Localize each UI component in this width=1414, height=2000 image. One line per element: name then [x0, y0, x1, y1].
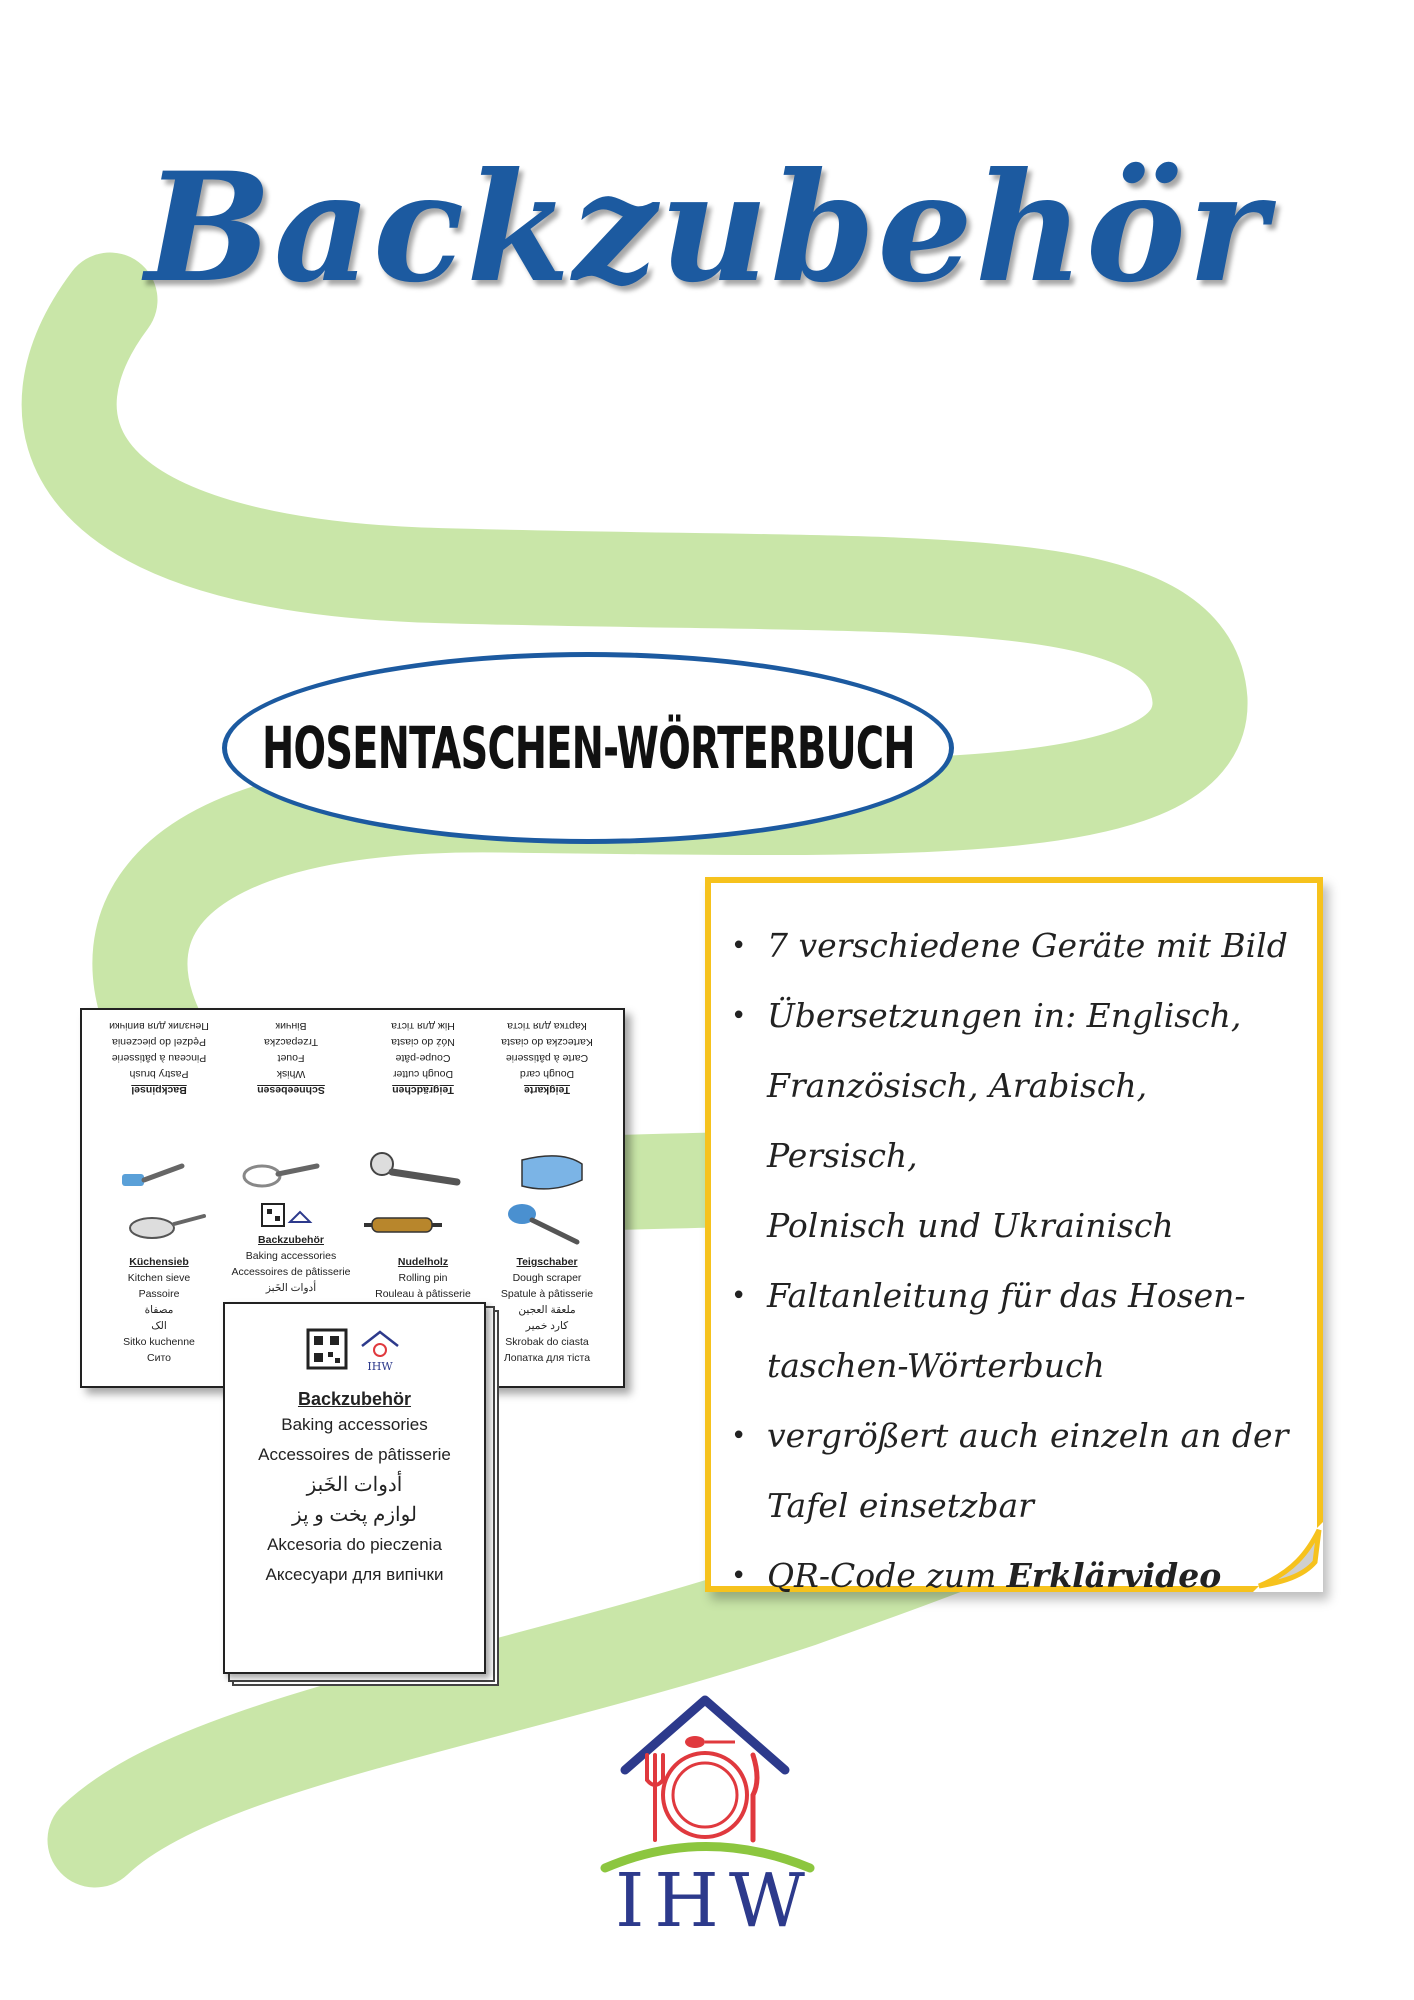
sheet-entry [226, 1018, 356, 1098]
entry-line: Пензлик для випічки [109, 1020, 209, 1032]
dough-cutter-icon [371, 1153, 457, 1182]
ihw-logo-icon [585, 1690, 835, 1880]
sieve-icon [130, 1216, 204, 1238]
entry-heading: Teigschaber [516, 1256, 578, 1268]
entry-line: ملعقة العجين [518, 1304, 576, 1316]
card-line: Baking accessories [281, 1415, 428, 1434]
entry-line: Whisk [276, 1068, 306, 1080]
entry-line: Baking accessories [245, 1250, 337, 1262]
card-line: Accessoires de pâtisserie [258, 1445, 451, 1464]
entry-line: Dough scraper [512, 1272, 582, 1284]
entry-line: Accessoires de pâtisserie [231, 1266, 351, 1278]
entry-line: Kitchen sieve [127, 1272, 191, 1284]
feature-line: Tafel einsetzbar [767, 1486, 1034, 1525]
dough-card-icon [522, 1156, 582, 1189]
feature-note [705, 877, 1323, 1595]
card-line: لوازم پخت و پز [291, 1504, 418, 1526]
feature-line: • 7 verschiedene Geräte mit Bild [767, 926, 1288, 965]
entry-line: Rolling pin [398, 1272, 448, 1284]
rolling-pin-icon [364, 1218, 442, 1232]
entry-line: Лопатка для тіста [503, 1352, 591, 1364]
page-curl-icon [1253, 1522, 1323, 1592]
entry-line: Pastry brush [129, 1068, 189, 1080]
subtitle-oval [222, 652, 954, 844]
entry-line: Skrobak do ciasta [505, 1336, 589, 1348]
whisk-icon [244, 1166, 317, 1186]
entry-heading: Teigkarte [524, 1084, 570, 1096]
entry-line: Spatule à pâtisserie [500, 1288, 594, 1300]
sheet-entry [358, 1018, 488, 1098]
sheet-entry [482, 1254, 612, 1366]
sheet-entry [358, 1254, 488, 1302]
entry-line: Pędzel do pieczenia [112, 1036, 206, 1048]
qr-code-icon [308, 1330, 346, 1368]
feature-line: • vergrößert auch einzeln an der [767, 1416, 1289, 1455]
entry-line: Coupe-pâte [395, 1052, 451, 1064]
feature-list [711, 883, 1317, 1611]
entry-line: Картка для тіста [507, 1020, 587, 1032]
entry-line: Passoire [138, 1288, 180, 1300]
entry-line: Nóż do ciasta [391, 1036, 455, 1048]
sheet-entry [226, 1232, 356, 1296]
entry-line: Dough card [519, 1068, 575, 1080]
pastry-brush-icon [122, 1166, 182, 1186]
entry-line: کارد خمیر [525, 1320, 569, 1332]
entry-heading: Teigrädchen [392, 1084, 454, 1096]
entry-line: Trzepaczka [264, 1036, 318, 1048]
sheet-entry [482, 1018, 612, 1098]
entry-line: Dough cutter [392, 1068, 454, 1080]
entry-line: الک [151, 1320, 167, 1332]
card-heading: Backzubehör [297, 1389, 412, 1409]
ihw-logo-small-icon [362, 1332, 398, 1356]
feature-line: taschen-Wörterbuch [767, 1346, 1105, 1385]
feature-item [731, 1401, 1297, 1541]
entry-line: Karteczka do ciasta [501, 1036, 593, 1048]
entry-line: Сито [147, 1352, 171, 1364]
entry-heading: Küchensieb [129, 1256, 189, 1268]
card-header-icons [300, 1326, 410, 1374]
sheet-entry [94, 1254, 224, 1366]
entry-line: أدوات الخَبز [265, 1282, 317, 1294]
qr-code-icon [262, 1204, 310, 1226]
entry-line: Carte à pâtisserie [505, 1052, 589, 1064]
page-title: Backzubehör [145, 140, 1269, 316]
entry-line: Fouet [277, 1052, 305, 1064]
spatula-icon [508, 1204, 577, 1242]
ihw-logo-text: IHW [615, 1858, 815, 1944]
entry-line: مصفاة [144, 1304, 174, 1316]
entry-heading: Backzubehör [258, 1234, 324, 1246]
subtitle-text: HOSENTASCHEN-WÖRTERBUCH [261, 714, 915, 782]
feature-line: Polnisch und Ukrainisch [767, 1206, 1174, 1245]
feature-line: • Übersetzungen in: Englisch, [767, 996, 1242, 1035]
feature-item [731, 1261, 1297, 1401]
entry-line: Sitko kuchenne [123, 1336, 195, 1348]
card-line: Akcesoria do pieczenia [267, 1535, 442, 1554]
feature-line: QR-Code zum [767, 1556, 1007, 1595]
sheet-entry [94, 1018, 224, 1098]
entry-line: Вінчик [275, 1020, 307, 1032]
feature-line: • Faltanleitung für das Hosen- [767, 1276, 1246, 1315]
card-line: أدوات الخَبز [306, 1474, 403, 1496]
entry-line: Ніж для тіста [391, 1020, 455, 1032]
feature-item [731, 911, 1297, 981]
entry-heading: Nudelholz [397, 1256, 449, 1268]
front-card [223, 1302, 486, 1674]
feature-line: Französisch, Arabisch, Persisch, [767, 1066, 1148, 1175]
entry-heading: Schneebesen [257, 1084, 325, 1096]
entry-line: Pinceau à pâtisserie [111, 1052, 207, 1064]
card-line: Аксесуари для випічки [265, 1565, 444, 1584]
card-logo-text: IHW [366, 1360, 393, 1373]
entry-line: Rouleau à pâtisserie [375, 1288, 471, 1300]
feature-item [731, 981, 1297, 1261]
feature-item [731, 1541, 1297, 1611]
feature-bold: Erklärvideo [1006, 1556, 1222, 1595]
entry-heading: Backpinsel [131, 1084, 187, 1096]
